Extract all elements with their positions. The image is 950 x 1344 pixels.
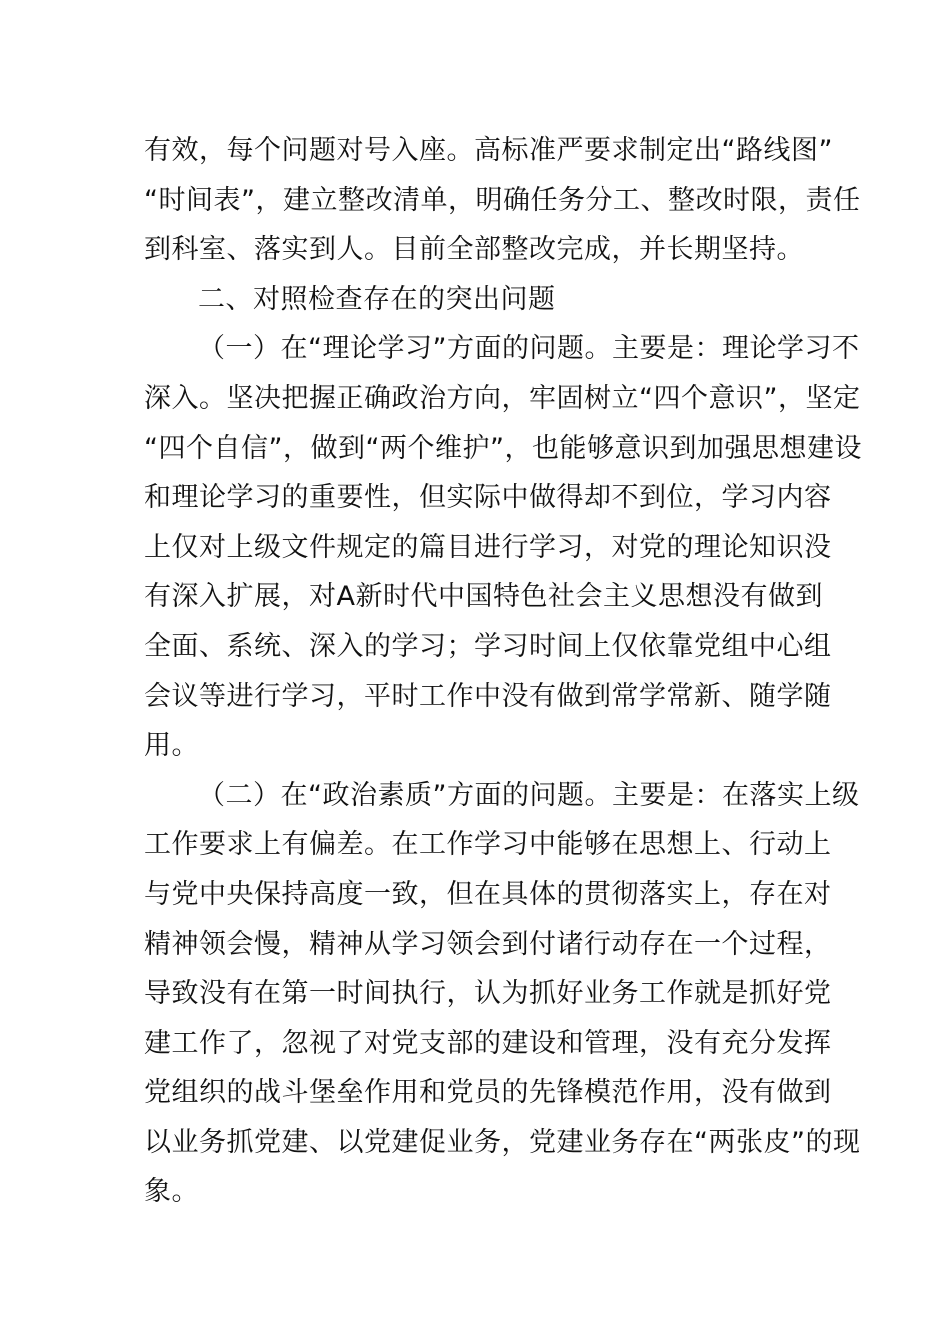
paragraph-start-line: （二）在“政治素质”方面的问题。主要是：在落实上级 bbox=[198, 779, 860, 811]
text-line: 和理论学习的重要性，但实际中做得却不到位，学习内容 bbox=[144, 482, 832, 514]
text-line: “时间表”，建立整改清单，明确任务分工、整改时限，责任 bbox=[144, 184, 861, 216]
text-line: 工作要求上有偏差。在工作学习中能够在思想上、行动上 bbox=[144, 829, 832, 861]
text-line: 有深入扩展，对A新时代中国特色社会主义思想没有做到 bbox=[144, 581, 823, 613]
text-line: 建工作了，忽视了对党支部的建设和管理，没有充分发挥 bbox=[144, 1027, 832, 1059]
text-line: 党组织的战斗堡垒作用和党员的先锋模范作用，没有做到 bbox=[144, 1077, 832, 1109]
text-line: 有效，每个问题对号入座。高标准严要求制定出“路线图” bbox=[144, 135, 833, 166]
text-line: 与党中央保持高度一致，但在具体的贯彻落实上，存在对 bbox=[144, 878, 832, 910]
text-line: 会议等进行学习，平时工作中没有做到常学常新、随学随 bbox=[144, 680, 832, 712]
document-body bbox=[144, 126, 862, 1217]
text-line: 深入。坚决把握正确政治方向，牢固树立“四个意识”，坚定 bbox=[144, 382, 861, 414]
text-line: 以业务抓党建、以党建促业务，党建业务存在“两张皮”的现 bbox=[144, 1126, 861, 1158]
text-line: 象。 bbox=[144, 1176, 199, 1208]
text-line: 用。 bbox=[144, 730, 199, 762]
paragraph-start-line: （一）在“理论学习”方面的问题。主要是：理论学习不 bbox=[198, 333, 860, 365]
section-heading: 二、对照检查存在的突出问题 bbox=[198, 283, 556, 315]
text-line: “四个自信”，做到“两个维护”，也能够意识到加强思想建设 bbox=[144, 432, 862, 464]
text-line: 到科室、落实到人。目前全部整改完成，并长期坚持。 bbox=[144, 234, 804, 266]
text-line: 导致没有在第一时间执行，认为抓好业务工作就是抓好党 bbox=[144, 978, 832, 1010]
text-line: 全面、系统、深入的学习；学习时间上仅依靠党组中心组 bbox=[144, 630, 832, 662]
text-line: 精神领会慢，精神从学习领会到付诸行动存在一个过程， bbox=[144, 928, 832, 960]
text-line: 上仅对上级文件规定的篇目进行学习，对党的理论知识没 bbox=[144, 531, 832, 563]
